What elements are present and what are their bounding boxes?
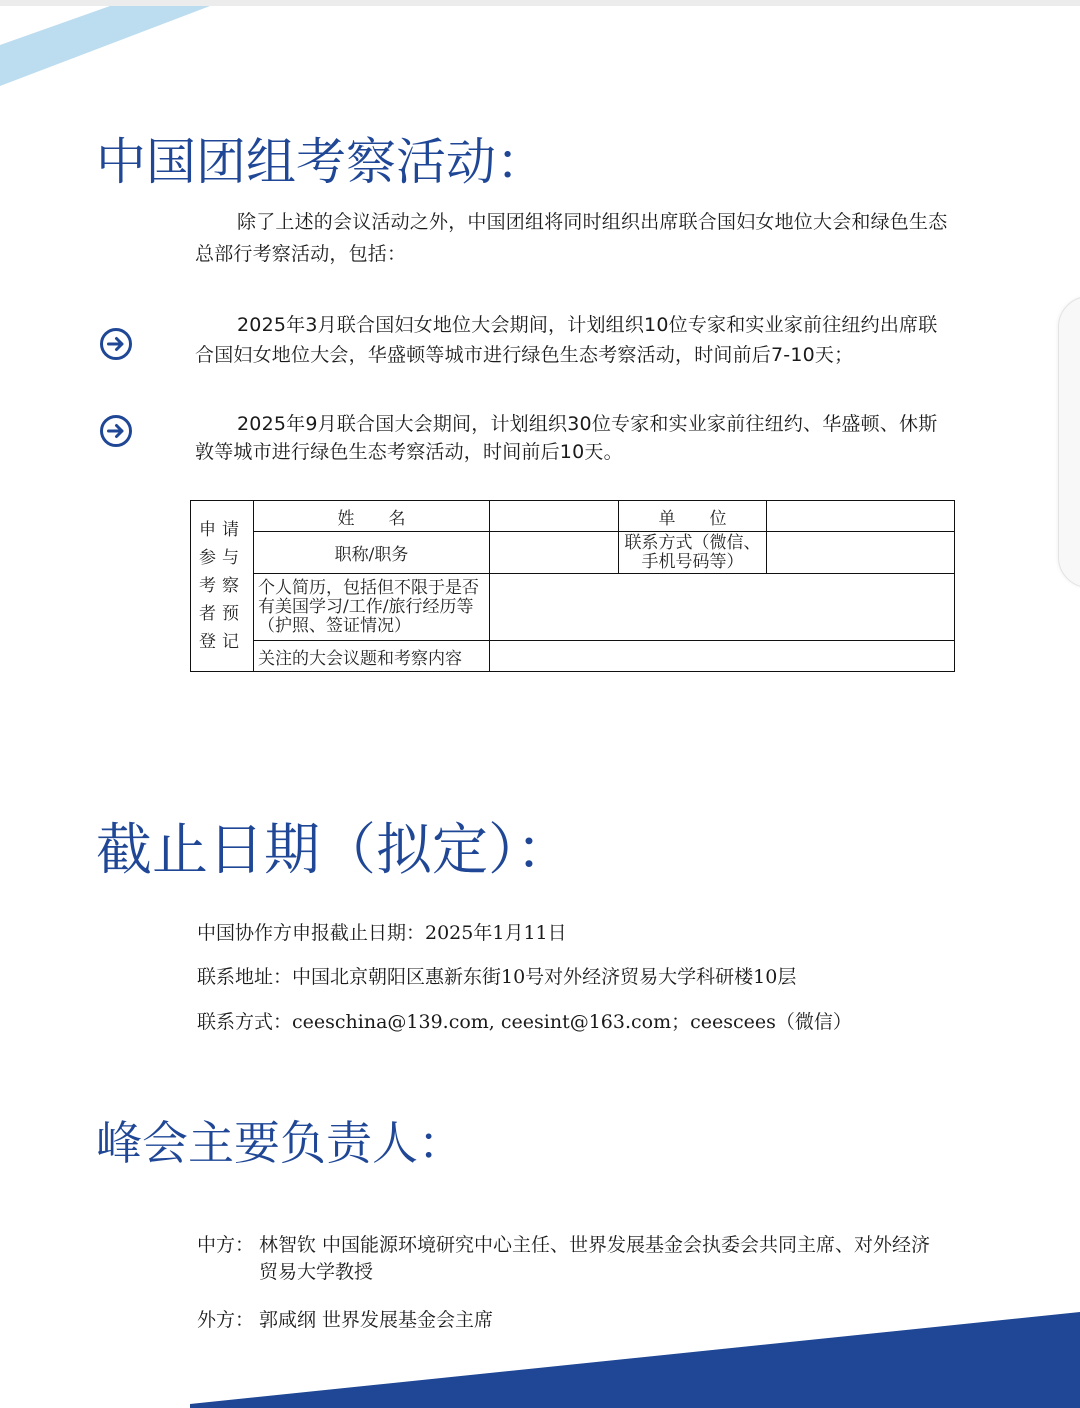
top-left-stripe-decoration: [0, 0, 260, 100]
deadline-line: 中国协作方申报截止日期：2025年1月11日: [197, 922, 567, 944]
form-side-label: 申请参与考察者预登记: [191, 501, 254, 672]
unit-field[interactable]: [767, 501, 955, 532]
contact-field[interactable]: [767, 532, 955, 574]
contact-line: 联系方式：ceeschina@139.com, ceesint@163.com；ceescees（微信）: [197, 1011, 852, 1033]
registration-form-table: [190, 500, 955, 672]
bottom-stripe-decoration: [0, 1300, 1080, 1408]
name-label: 姓 名: [254, 501, 490, 532]
arrow-circle-right-icon: [99, 414, 133, 448]
leader-china-text: 林智钦 中国能源环境研究中心主任、世界发展基金会执委会共同主席、对外经济贸易大学教授: [259, 1234, 931, 1283]
resume-label: 个人简历，包括但不限于是否有美国学习/工作/旅行经历等（护照、签证情况）: [254, 574, 490, 641]
title-label: 职称/职务: [254, 532, 490, 574]
unit-label: 单 位: [619, 501, 767, 532]
bullet-item-september: 2025年9月联合国大会期间，计划组织30位专家和实业家前往纽约、华盛顿、休斯敦等城市进行绿色生态考察活动，时间前后10天。: [195, 413, 938, 463]
name-field[interactable]: [490, 501, 619, 532]
intro-paragraph: 除了上述的会议活动之外，中国团组将同时组织出席联合国妇女地位大会和绿色生态总部行考察活动，包括：: [195, 211, 948, 265]
bullet-item-march: 2025年3月联合国妇女地位大会期间，计划组织10位专家和实业家前往纽约出席联合国妇女地位大会，华盛顿等城市进行绿色生态考察活动，时间前后7-10天；: [195, 314, 938, 366]
resume-field[interactable]: [490, 574, 955, 641]
side-panel-handle[interactable]: [1058, 296, 1080, 588]
leader-foreign-text: 郭咸纲 世界发展基金会主席: [259, 1309, 494, 1331]
topics-label: 关注的大会议题和考察内容: [254, 641, 490, 672]
section-title-deadline: 截止日期（拟定）：: [96, 818, 572, 883]
section-title-leaders: 峰会主要负责人：: [96, 1116, 464, 1170]
topics-field[interactable]: [490, 641, 955, 672]
leader-china-label: 中方：: [197, 1234, 255, 1256]
address-line: 联系地址：中国北京朝阳区惠新东街10号对外经济贸易大学科研楼10层: [197, 966, 797, 988]
arrow-circle-right-icon: [99, 327, 133, 361]
contact-label: 联系方式（微信、手机号码等）: [619, 532, 767, 574]
title-field[interactable]: [490, 532, 619, 574]
section-title-inspection: 中国团组考察活动：: [96, 133, 546, 191]
leader-foreign-label: 外方：: [197, 1309, 255, 1331]
